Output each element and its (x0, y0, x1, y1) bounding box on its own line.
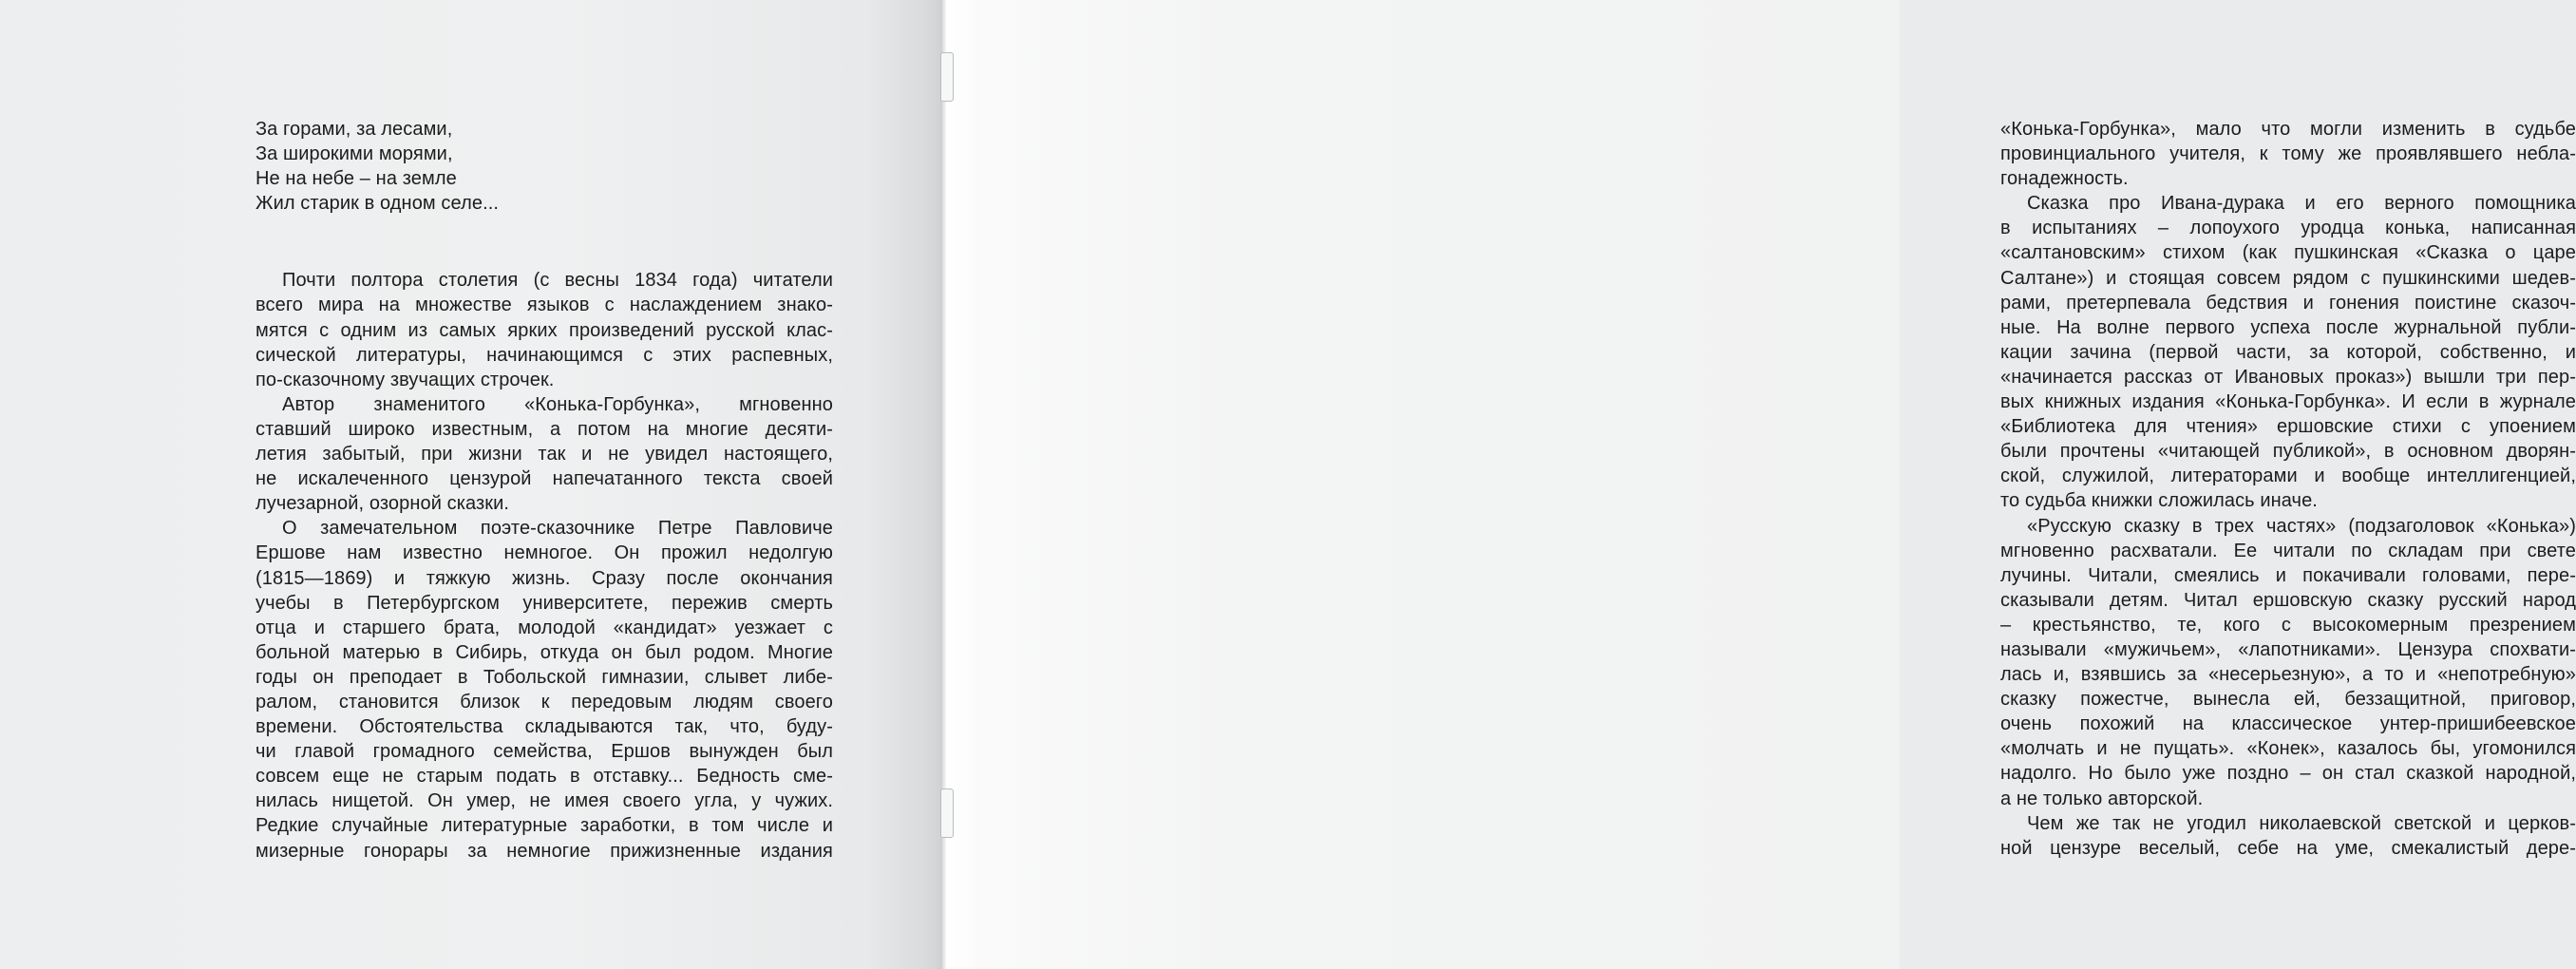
text-line: по-сказочному звучащих строчек. (256, 369, 555, 390)
text-line: Ершове нам известно немногое. Он прожил недолгую (256, 542, 833, 564)
text-line: чи главой громадного семейства, Ершов вынужден был (256, 741, 833, 763)
text-line: О замечательном поэте-сказочнике Петре Павловиче (282, 518, 833, 540)
text-line: рами, претерпевала бедствия и гонения поистине сказоч- (2000, 292, 2576, 314)
poem-line: За широкими морями, (256, 143, 453, 165)
text-line: очень похожий на классическое унтер-пришибеевское (2000, 713, 2576, 735)
text-line: годы он преподает в Тобольской гимназии, слывет либе- (256, 666, 833, 688)
text-line: а не только авторской. (2000, 788, 2204, 809)
text-line: ралом, становится близок к передовым людям своего (256, 691, 833, 712)
text-line: провинциального учителя, к тому же проявлявшего небла- (2000, 143, 2576, 165)
text-line: мятся с одним из самых ярких произведений русской клас- (256, 319, 833, 341)
text-line: не искалеченного цензурой напечатанного текста своей (256, 468, 833, 490)
left-page (0, 0, 943, 969)
text-line: кации зачина (первой части, за которой, собственно, и (2000, 341, 2576, 363)
text-line: называли «мужичьем», «лапотниками». Цензура спохвати- (2000, 638, 2576, 660)
text-line: Редкие случайные литературные заработки, в том числе и (256, 815, 833, 837)
right-page-text (2000, 117, 2576, 861)
text-line: «Русскую сказку в трех частях» (подзаголовок «Конька») (2027, 515, 2576, 537)
text-line: – крестьянство, те, кого с высокомерным презрением (2000, 614, 2576, 636)
paragraph-continued (2000, 117, 2576, 191)
paragraph-author (256, 392, 833, 516)
staple-top (940, 52, 954, 102)
paragraph-tale-history (2000, 191, 2576, 513)
text-line: нилась нищетой. Он умер, не имея своего угла, у чужих. (256, 790, 833, 812)
text-line: лучины. Читали, смеялись и покачивали головами, пере- (2000, 564, 2576, 586)
text-line: были прочтены «читающей публикой», в основном дворян- (2000, 441, 2576, 463)
text-line: мизерные гонорары за немногие прижизненные издания (256, 840, 833, 862)
text-line: времени. Обстоятельства складываются так, что, буду- (256, 716, 833, 738)
text-line: «Библиотека для чтения» ершовские стихи с упоением (2000, 416, 2576, 438)
text-line: всего мира на множестве языков с наслаждением знако- (256, 294, 833, 316)
text-line: ные. На волне первого успеха после журнальной публи- (2000, 316, 2576, 338)
text-line: в испытаниях – лопоухого уродца конька, написанная (2000, 218, 2576, 239)
text-line: Салтане») и стоящая совсем рядом с пушкинскими шедев- (2000, 267, 2576, 289)
text-line: Автор знаменитого «Конька-Горбунка», мгновенно (282, 393, 833, 415)
paragraph-intro (256, 268, 833, 391)
text-line: лучезарной, озорной сказки. (256, 493, 510, 515)
text-line: «салтановским» стихом (как пушкинская «Сказка о царе (2000, 242, 2576, 264)
poem-line: Не на небе – на земле (256, 168, 457, 190)
text-line: ставший широко известным, а потом на многие десяти- (256, 418, 833, 440)
staple-bottom (940, 788, 954, 838)
text-line: Сказка про Ивана-дурака и его верного помощника (2027, 193, 2576, 215)
text-line: учебы в Петербургском университете, пережив смерть (256, 592, 833, 614)
poem-line: За горами, за лесами, (256, 119, 453, 140)
poem-line: Жил старик в одном селе... (256, 193, 500, 215)
text-line: надолго. Но было уже поздно – он стал сказкой народной, (2000, 763, 2576, 785)
text-line: больной матерью в Сибирь, откуда он был родом. Многие (256, 641, 833, 663)
text-line: летия забытый, при жизни так и не увидел настоящего, (256, 444, 833, 466)
text-line: (1815—1869) и тяжкую жизнь. Сразу после окончания (256, 567, 833, 589)
text-line: ской, служилой, литераторами и вообще интеллигенцией, (2000, 466, 2576, 487)
text-line: лась и, взявшись за «несерьезную», а то и «непотребную» (2000, 664, 2576, 686)
text-line: вых книжных издания «Конька-Горбунка». И если в журнале (2000, 391, 2576, 413)
text-line: Чем же так не угодил николаевской светской и церков- (2027, 812, 2576, 834)
text-line: «начинается рассказ от Ивановых проказ») вышли три пер- (2000, 366, 2576, 388)
right-page (943, 0, 2576, 969)
text-line: «молчать и не пущать». «Конек», казалось бы, угомонился (2000, 738, 2576, 760)
text-line: «Конька-Горбунка», мало что могли изменить в судьбе (2000, 119, 2576, 140)
text-line: совсем еще не старым подать в отставку... Бедность сме- (256, 766, 833, 788)
text-line: отца и старшего брата, молодой «кандидат» уезжает с (256, 617, 833, 638)
text-line: то судьба книжки сложилась иначе. (2000, 490, 2318, 512)
paragraph-censorship (2000, 811, 2576, 861)
text-line: сической литературы, начинающимся с этих распевных, (256, 344, 833, 366)
text-line: сказку пожестче, вынесла ей, беззащитной, приговор, (2000, 689, 2576, 711)
text-line: сказывали детям. Читал ершовскую сказку русский народ (2000, 589, 2576, 611)
text-line: Почти полтора столетия (с весны 1834 года) читатели (282, 270, 833, 292)
paragraph-reception (2000, 514, 2576, 811)
epigraph-poem (256, 117, 833, 216)
text-line: ной цензуре веселый, себе на уме, смекалистый дере- (2000, 837, 2576, 859)
text-line: мгновенно расхватали. Ее читали по складам при свете (2000, 540, 2576, 561)
paragraph-biography (256, 516, 833, 863)
left-page-text (256, 117, 833, 864)
text-line: гонадежность. (2000, 168, 2129, 190)
